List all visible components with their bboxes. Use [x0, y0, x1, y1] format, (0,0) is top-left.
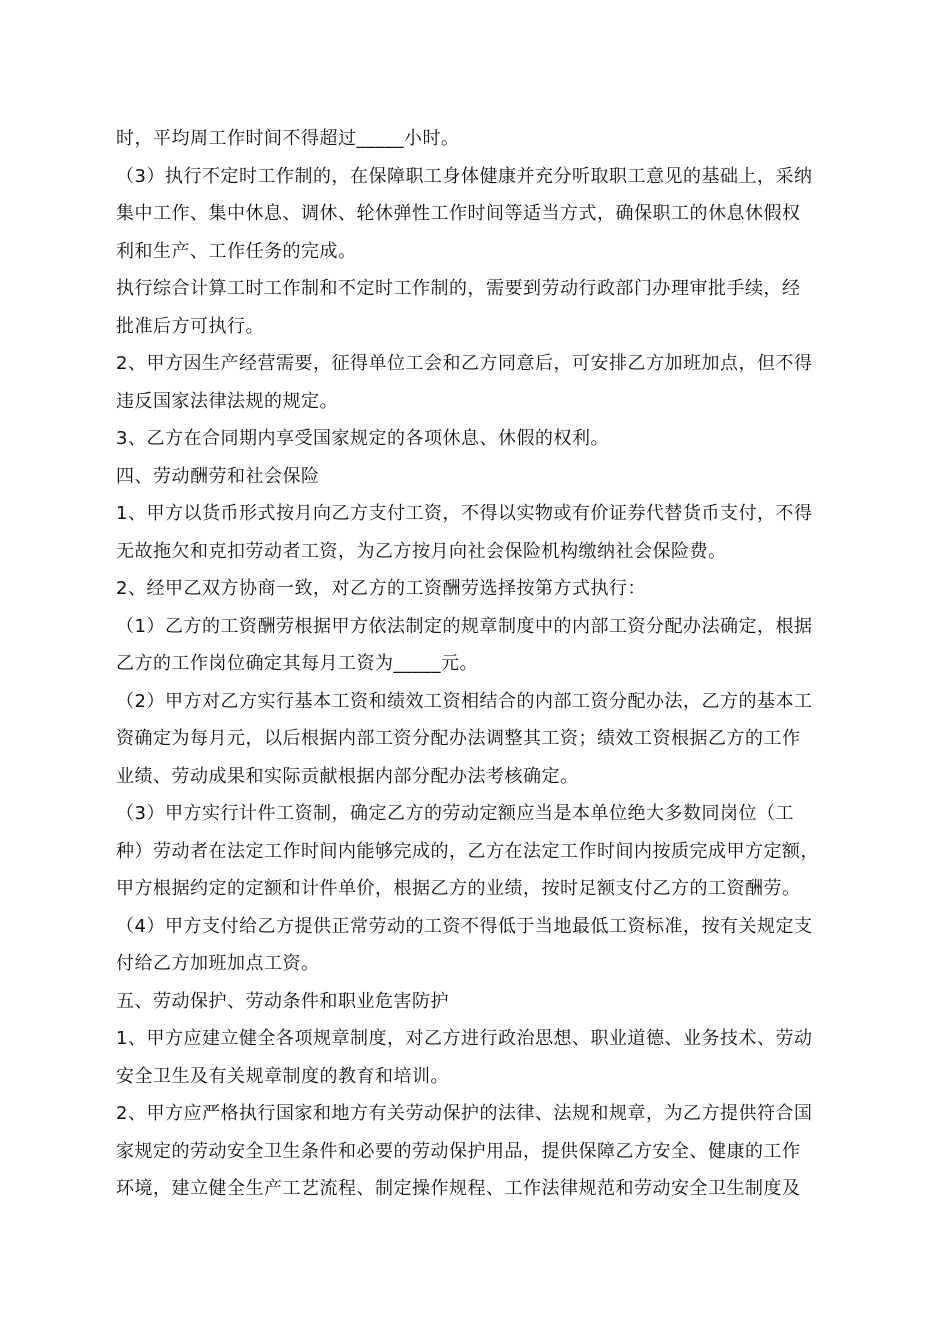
text-line: 甲方根据约定的定额和计件单价，根据乙方的业绩，按时足额支付乙方的工资酬劳。 — [116, 878, 801, 899]
text-line: 安全卫生及有关规章制度的教育和培训。 — [116, 1065, 449, 1087]
text-line: （2）甲方对乙方实行基本工资和绩效工资相结合的内部工资分配办法，乙方的基本工 — [116, 690, 813, 712]
text-line: 无故拖欠和克扣劳动者工资，为乙方按月向社会保险机构缴纳社会保险费。 — [116, 540, 727, 562]
document-body — [116, 120, 840, 1208]
text-line: （3）甲方实行计件工资制，确定乙方的劳动定额应当是本单位绝大多数同岗位（工 — [116, 803, 794, 824]
text-line: 种）劳动者在法定工作时间内能够完成的，乙方在法定工作时间内按质完成甲方定额， — [116, 840, 819, 862]
text-line: 违反国家法律法规的规定。 — [116, 390, 338, 412]
text-line: 1、甲方应建立健全各项规章制度，对乙方进行政治思想、职业道德、业务技术、劳动 — [116, 1028, 813, 1049]
text-line: 利和生产、工作任务的完成。 — [116, 240, 357, 262]
text-line: 乙方的工作岗位确定其每月工资为_____元。 — [116, 653, 478, 674]
text-line: 资确定为每月元，以后根据内部工资分配办法调整其工资；绩效工资根据乙方的工作 — [116, 728, 801, 749]
text-line: 2、甲方应严格执行国家和地方有关劳动保护的法律、法规和规章，为乙方提供符合国 — [116, 1103, 813, 1124]
section-heading: 五、劳动保护、劳动条件和职业危害防护 — [116, 990, 449, 1012]
text-line: 2、甲方因生产经营需要，征得单位工会和乙方同意后，可安排乙方加班加点，但不得 — [116, 353, 813, 374]
text-line: （3）执行不定时工作制的，在保障职工身体健康并充分听取职工意见的基础上，采纳 — [116, 165, 813, 187]
text-line: 2、经甲乙双方协商一致，对乙方的工资酬劳选择按第方式执行： — [116, 578, 646, 599]
text-line: 执行综合计算工时工作制和不定时工作制的，需要到劳动行政部门办理审批手续，经 — [116, 278, 801, 299]
text-line: （4）甲方支付给乙方提供正常劳动的工资不得低于当地最低工资标准，按有关规定支 — [116, 915, 813, 937]
text-line: 批准后方可执行。 — [116, 315, 264, 337]
text-line: 业绩、劳动成果和实际贡献根据内部分配办法考核确定。 — [116, 765, 579, 787]
text-line: 时，平均周工作时间不得超过_____小时。 — [116, 128, 460, 149]
section-heading: 四、劳动酬劳和社会保险 — [116, 465, 320, 487]
text-line: 环境，建立健全生产工艺流程、制定操作规程、工作法律规范和劳动安全卫生制度及 — [116, 1178, 801, 1199]
text-line: 3、乙方在合同期内享受国家规定的各项休息、休假的权利。 — [116, 428, 609, 449]
text-line: 付给乙方加班加点工资。 — [116, 953, 320, 974]
text-line: 1、甲方以货币形式按月向乙方支付工资，不得以实物或有价证券代替货币支付，不得 — [116, 503, 813, 524]
text-line: 家规定的劳动安全卫生条件和必要的劳动保护用品，提供保障乙方安全、健康的工作 — [116, 1140, 801, 1162]
text-line: （1）乙方的工资酬劳根据甲方依法制定的规章制度中的内部工资分配办法确定，根据 — [116, 615, 813, 637]
text-line: 集中工作、集中休息、调休、轮休弹性工作时间等适当方式，确保职工的休息休假权 — [116, 203, 801, 224]
